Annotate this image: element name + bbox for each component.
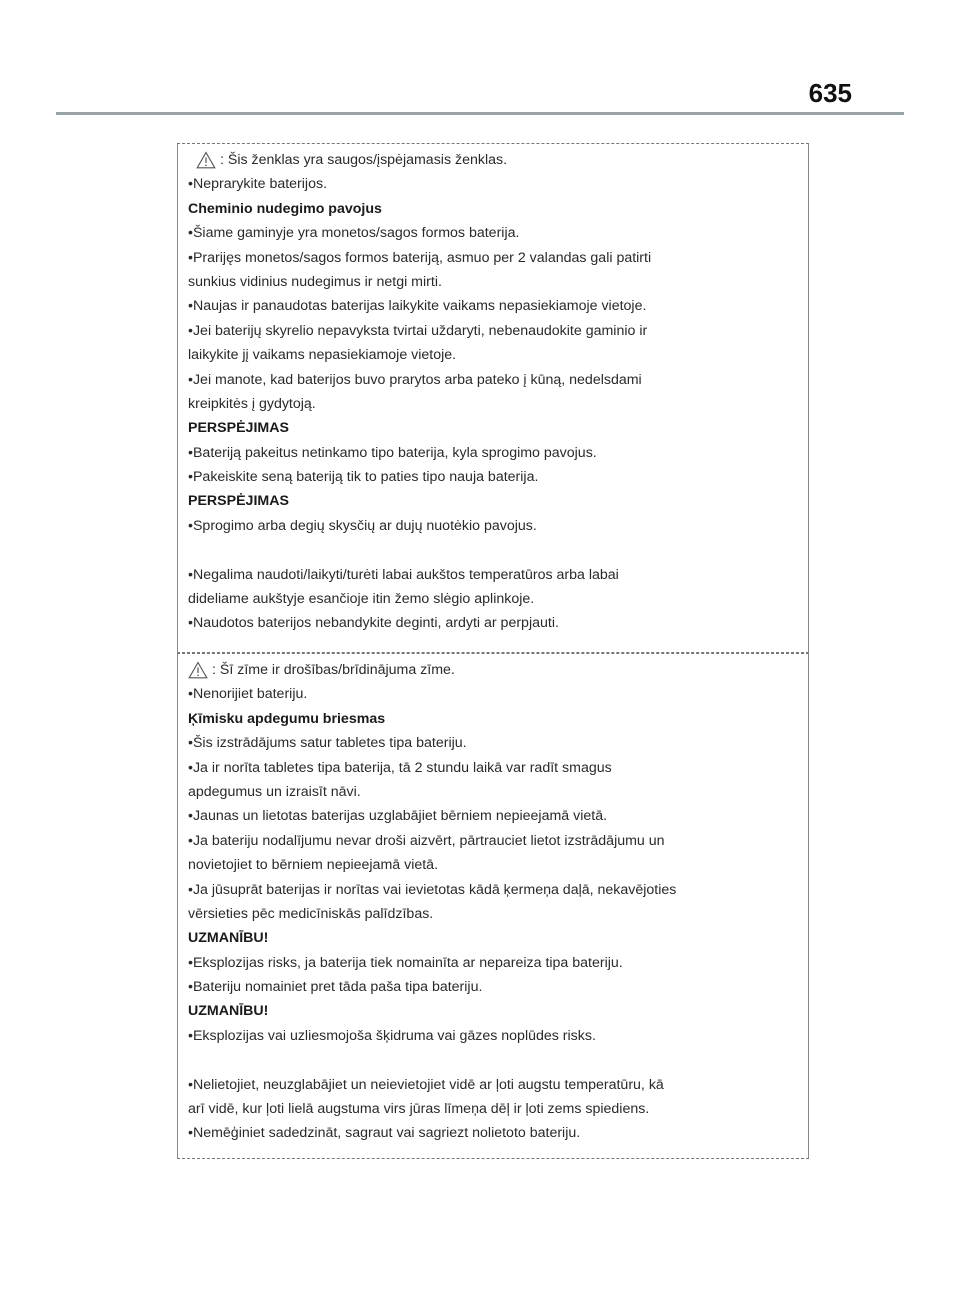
text-line: •Neprarykite baterijos. (188, 176, 328, 193)
text-line: •Jei manote, kad baterijos buvo prarytos arba pateko į kūną, nedelsdami (188, 371, 642, 388)
text-line: apdegumus un izraisīt nāvi. (188, 783, 361, 800)
section-heading: Ķīmisku apdegumu briesmas (188, 710, 386, 727)
warning-box-latvian (177, 653, 809, 1159)
text-line: dideliame aukštyje esančioje itin žemo slėgio aplinkoje. (188, 591, 535, 608)
text-line: •Naujas ir panaudotas baterijas laikykite vaikams nepasiekiamoje vietoje. (188, 298, 647, 315)
section-heading: PERSPĖJIMAS (188, 493, 289, 510)
text-line: •Negalima naudoti/laikyti/turėti labai aukštos temperatūros arba labai (188, 566, 619, 583)
text-line: •Nelietojiet, neuzglabājiet un neievietojiet vidē ar ļoti augstu temperatūru, kā (188, 1076, 664, 1093)
section-heading: UZMANĪBU! (188, 930, 269, 947)
warning-box-lithuanian (177, 143, 809, 653)
text-line: •Eksplozijas vai uzliesmojoša šķidruma vai gāzes noplūdes risks. (188, 1027, 596, 1044)
text-line: •Nemēģiniet sadedzināt, sagraut vai sagriezt nolietoto bateriju. (188, 1125, 581, 1142)
text-line: •Bateriją pakeitus netinkamo tipo baterija, kyla sprogimo pavojus. (188, 444, 597, 461)
warning-triangle-icon (196, 151, 216, 169)
text-line: vērsieties pēc medicīniskās palīdzības. (188, 905, 434, 922)
section-heading: UZMANĪBU! (188, 1003, 269, 1020)
warning-box-content (188, 144, 798, 636)
blank-line (188, 538, 798, 562)
warning-box-content (188, 654, 798, 1146)
text-line: •Bateriju nomainiet pret tāda paša tipa bateriju. (188, 979, 483, 996)
text-line: novietojiet to bērniem nepieejamā vietā. (188, 857, 439, 874)
section-heading: PERSPĖJIMAS (188, 420, 289, 437)
text-line: •Eksplozijas risks, ja baterija tiek nomainīta ar nepareiza tipa bateriju. (188, 954, 623, 971)
text-line: laikykite jį vaikams nepasiekiamoje vietoje. (188, 347, 457, 364)
text-line: •Ja ir norīta tabletes tipa baterija, tā 2 stundu laikā var radīt smagus (188, 759, 612, 776)
page-number: 635 (808, 78, 852, 108)
warning-sign-text: : Šis ženklas yra saugos/įspėjamasis ženklas. (220, 152, 508, 168)
text-line: •Pakeiskite seną bateriją tik to paties tipo nauja baterija. (188, 469, 539, 486)
text-line: •Naudotos baterijos nebandykite deginti, ardyti ar perpjauti. (188, 615, 559, 632)
text-line: sunkius vidinius nudegimus ir netgi mirti. (188, 273, 442, 290)
text-line: •Šis izstrādājums satur tabletes tipa bateriju. (188, 735, 467, 752)
warning-lines (188, 682, 798, 1145)
warning-sign-line (188, 658, 798, 682)
blank-line (188, 1048, 798, 1072)
warning-triangle-icon (188, 661, 208, 679)
warning-sign-line (188, 148, 798, 172)
section-heading: Cheminio nudegimo pavojus (188, 200, 382, 217)
text-line: •Sprogimo arba degių skysčių ar dujų nuotėkio pavojus. (188, 517, 537, 534)
text-line: •Ja bateriju nodalījumu nevar droši aizvērt, pārtrauciet lietot izstrādājumu un (188, 832, 665, 849)
text-line: kreipkitės į gydytoją. (188, 395, 316, 412)
text-line: •Šiame gaminyje yra monetos/sagos formos baterija. (188, 225, 520, 242)
text-line: •Prarijęs monetos/sagos formos bateriją, asmuo per 2 valandas gali patirti (188, 249, 652, 266)
text-line: •Jei baterijų skyrelio nepavyksta tvirtai uždaryti, nebenaudokite gaminio ir (188, 322, 648, 339)
text-line: •Ja jūsuprāt baterijas ir norītas vai ievietotas kādā ķermeņa daļā, nekavējoties (188, 881, 677, 898)
text-line: •Jaunas un lietotas baterijas uzglabājiet bērniem nepieejamā vietā. (188, 808, 608, 825)
text-line: •Nenorijiet bateriju. (188, 686, 308, 703)
warning-lines (188, 172, 798, 635)
warning-sign-text: : Šī zīme ir drošības/brīdinājuma zīme. (212, 662, 455, 678)
text-line: arī vidē, kur ļoti lielā augstuma virs jūras līmeņa dēļ ir ļoti zems spiediens. (188, 1101, 650, 1118)
header-rule (56, 112, 904, 115)
